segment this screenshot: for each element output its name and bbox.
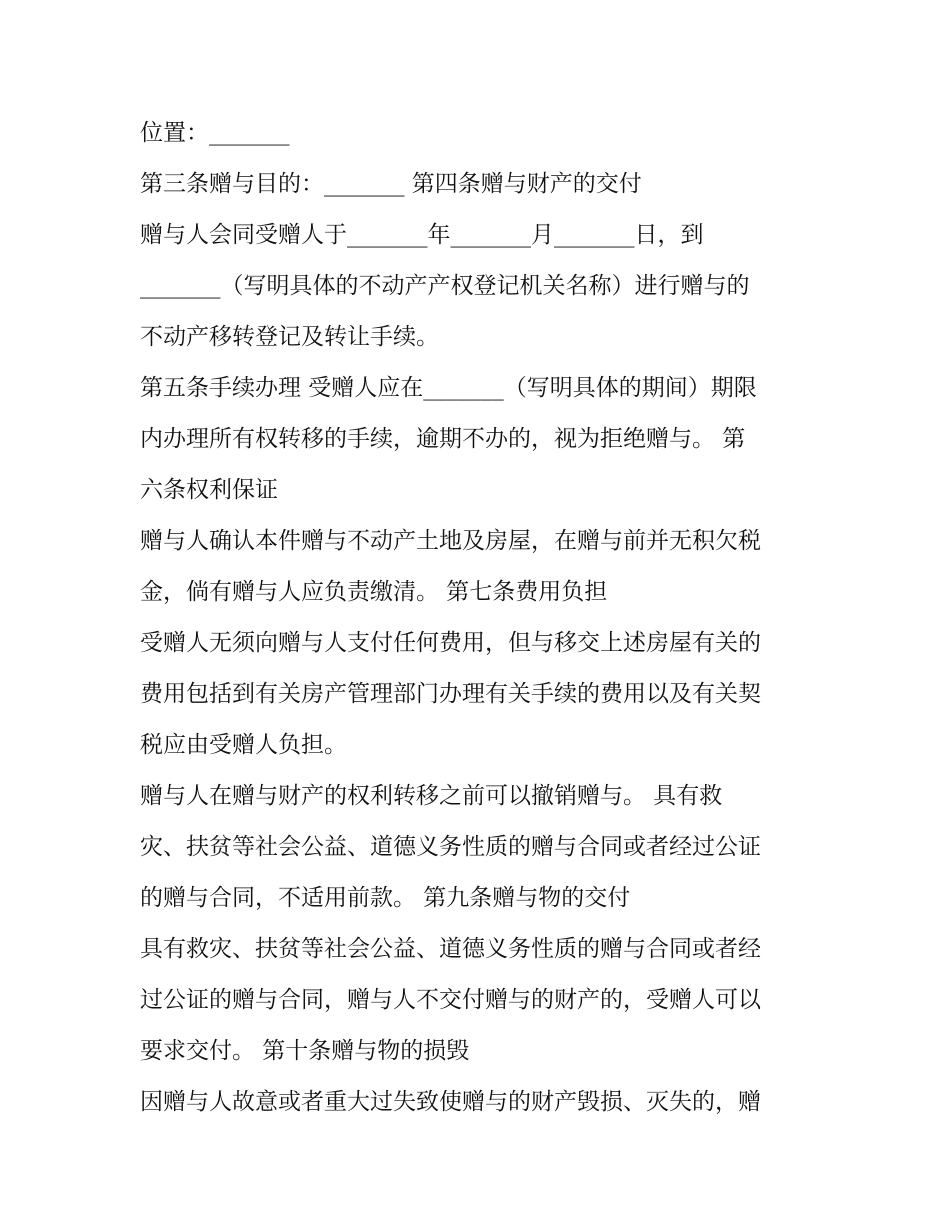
- text-line: 过公证的赠与合同，赠与人不交付赠与的财产的，受赠人可以: [140, 987, 761, 1013]
- text-line: 金，倘有赠与人应负责缴清。 第七条费用负担: [140, 579, 608, 605]
- text-line: 不动产移转登记及转让手续。: [140, 324, 439, 350]
- text-line: 位置：_______: [140, 120, 290, 146]
- text-line: 的赠与合同，不适用前款。 第九条赠与物的交付: [140, 885, 631, 911]
- text-line: _______（写明具体的不动产产权登记机关名称）进行赠与的: [140, 273, 750, 299]
- text-line: 赠与人在赠与财产的权利转移之前可以撤销赠与。 具有救: [140, 783, 723, 809]
- document-body: [140, 108, 820, 1128]
- text-line: 费用包括到有关房产管理部门办理有关手续的费用以及有关契: [140, 681, 761, 707]
- text-line: 受赠人无须向赠与人支付任何费用，但与移交上述房屋有关的: [140, 630, 761, 656]
- text-line: 灾、扶贫等社会公益、道德义务性质的赠与合同或者经过公证: [140, 834, 761, 860]
- text-line: 具有救灾、扶贫等社会公益、道德义务性质的赠与合同或者经: [140, 936, 761, 962]
- text-line: 因赠与人故意或者重大过失致使赠与的财产毁损、灭失的，赠: [140, 1089, 761, 1115]
- text-line: 要求交付。 第十条赠与物的损毁: [140, 1038, 470, 1064]
- text-line: 第五条手续办理 受赠人应在_______（写明具体的期间）期限: [140, 375, 757, 401]
- text-line: 内办理所有权转移的手续，逾期不办的，视为拒绝赠与。 第: [140, 426, 746, 452]
- text-line: 第三条赠与目的：_______ 第四条赠与财产的交付: [140, 171, 642, 197]
- text-line: 赠与人确认本件赠与不动产土地及房屋，在赠与前并无积欠税: [140, 528, 761, 554]
- text-line: 六条权利保证: [140, 477, 278, 503]
- text-line: 赠与人会同受赠人于_______年_______月_______日，到: [140, 222, 704, 248]
- text-line: 税应由受赠人负担。: [140, 732, 347, 758]
